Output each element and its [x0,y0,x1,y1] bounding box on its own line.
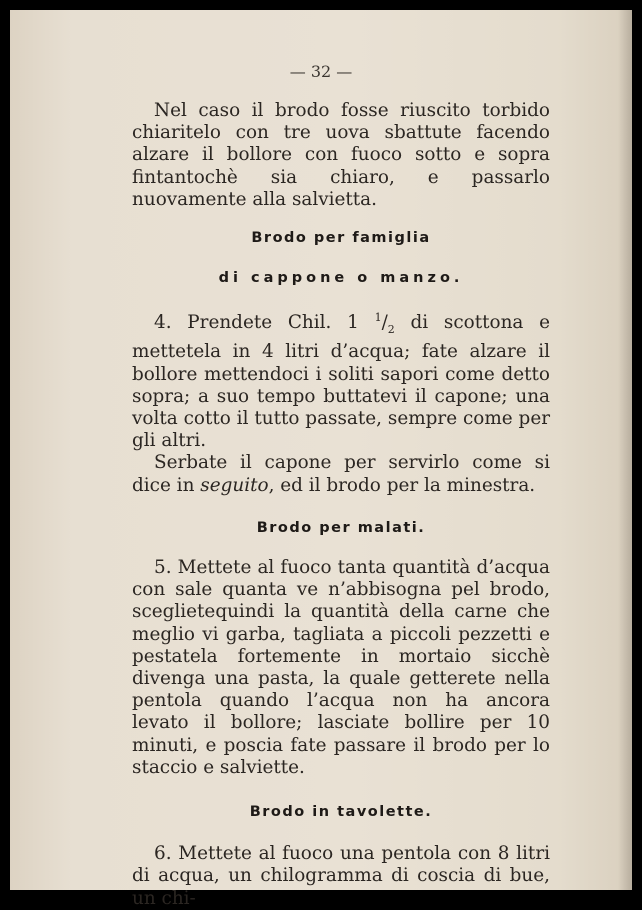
recipe-4-text-a: 4. Prendete Chil. 1 [154,312,375,334]
section-heading-tavolette: Brodo in tavolette. [249,804,433,821]
fraction-slash: / [381,312,388,334]
fraction-denominator: 2 [387,323,395,337]
recipe-4-note-pre: Serbate il capone per servirlo come si dice in [132,452,550,496]
book-page [10,10,632,909]
section-heading-cappone: di cappone o manzo. [218,270,464,287]
fraction-numerator: 1 [374,311,382,325]
page-number: — 32 — [289,62,353,81]
intro-paragraph: Nel caso il brodo fosse riuscito torbido chiaritelo con tre uova sbattute facendo alzare il bollore con fuoco sotto e sopra fintantochè sia chiaro, e passarlo nuovamente alla salvietta. [132,100,550,210]
recipe-4-note [132,452,550,496]
recipe-4-paragraph [132,307,550,452]
recipe-5-paragraph: 5. Mettete al fuoco tanta quantità d’acqua con sale quanta ve n’abbisogna pel brodo, sceglietequindi la quantità della carne che meglio vi garba, tagliata a piccoli pezzetti e pestatela fortemente in mortaio sicchè divenga una pasta, la quale getterete nella pentola quando l’acqua non ha ancora levato il bollore; lasciate bollire per 10 minuti, e poscia fate passare il brodo per lo staccio e salviette. [132,557,550,778]
section-heading-malati: Brodo per malati. [256,519,426,536]
page-edge-shadow [618,10,632,890]
section-heading-famiglia: Brodo per famiglia [251,230,431,247]
recipe-6-paragraph: 6. Mettete al fuoco una pentola con 8 litri di acqua, un chilogramma di coscia di bue, un chi- [132,843,550,909]
page-body [132,100,550,910]
recipe-4-note-emphasis: seguito [200,474,269,496]
recipe-4-text-b: di scottona e mettetela in 4 litri d’acqua; fate alzare il bollore mettendoci i soliti sapori come detto sopra; a suo tempo buttatevi il capone; una volta cotto il tutto passate, sempre come per gli altri. [132,312,550,452]
recipe-4-note-post: , ed il brodo per la minestra. [268,474,536,496]
